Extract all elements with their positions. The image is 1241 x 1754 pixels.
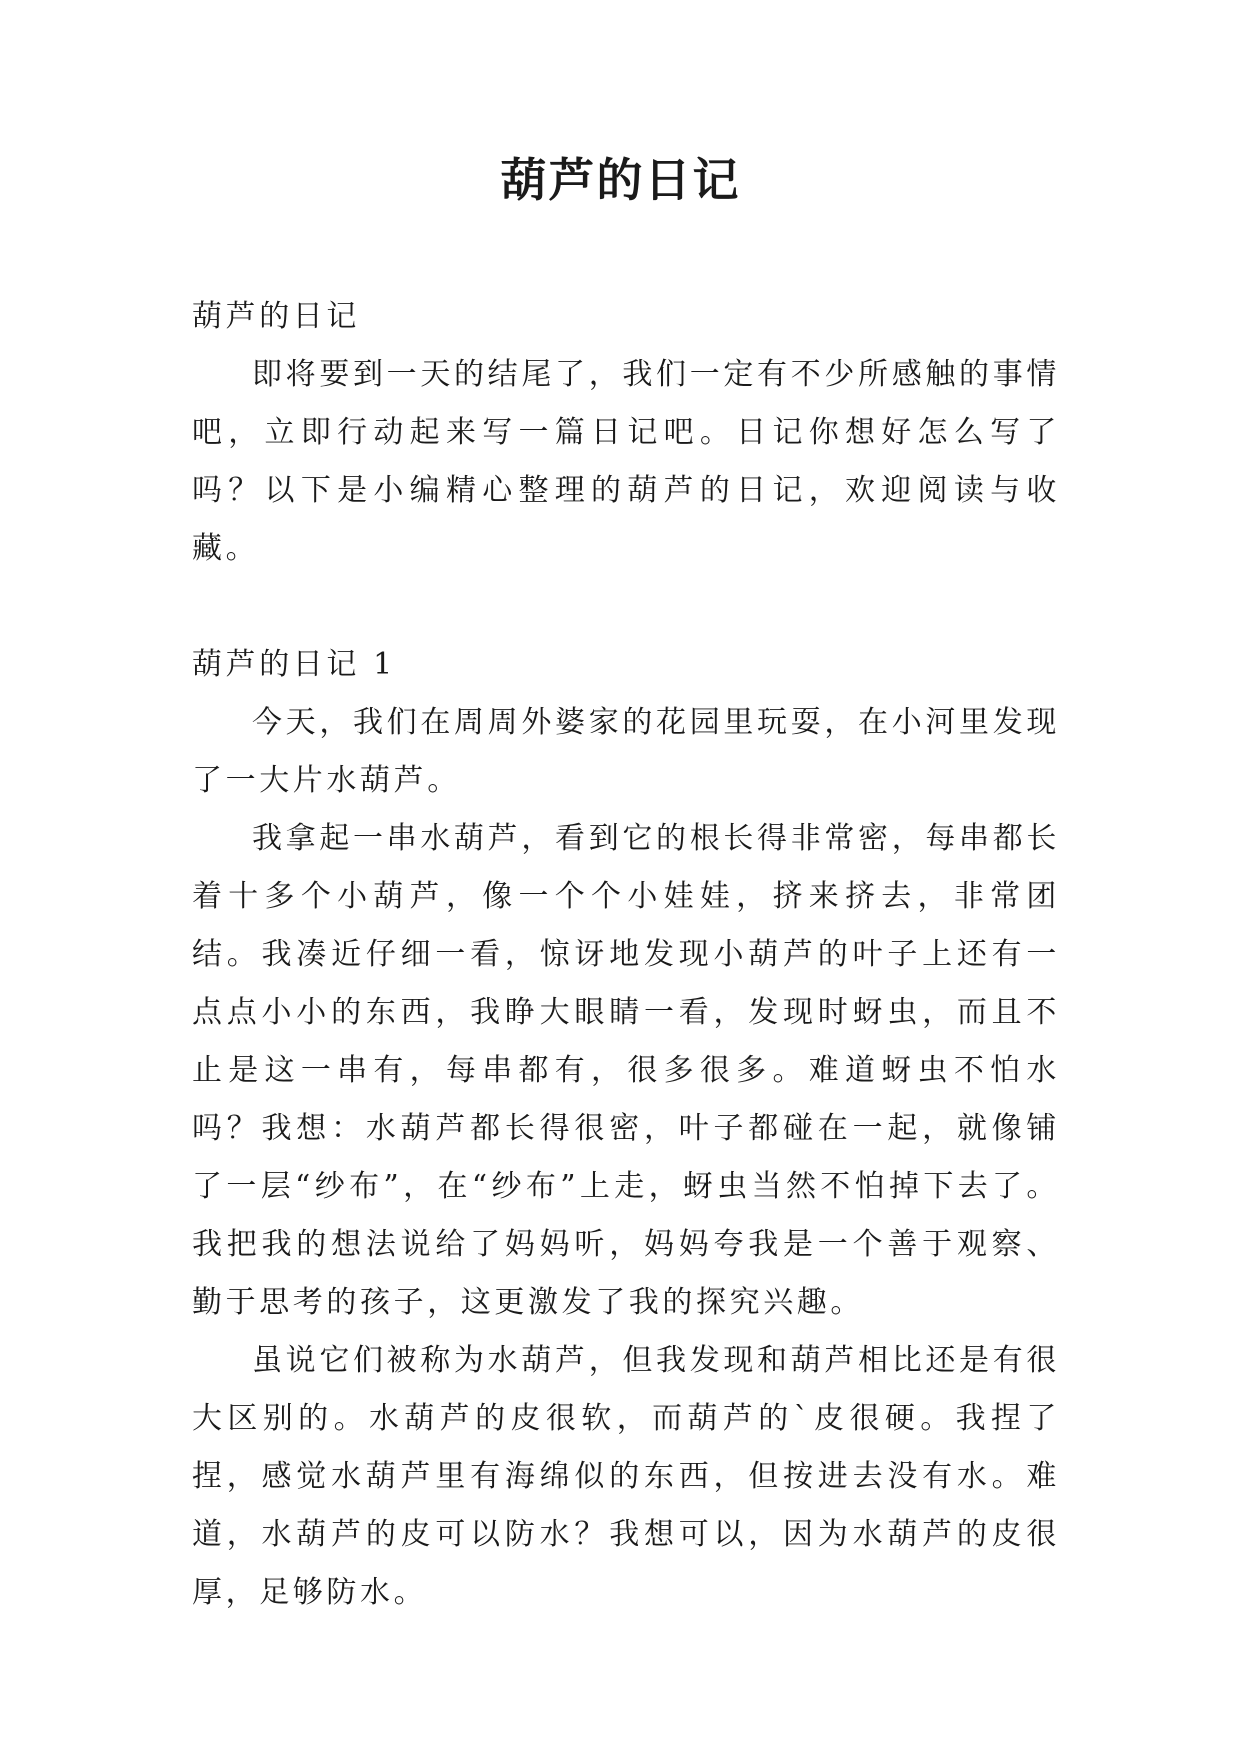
body-paragraph: 虽说它们被称为水葫芦，但我发现和葫芦相比还是有很大区别的。水葫芦的皮很软，而葫芦的`皮很硬。我捏了捏，感觉水葫芦里有海绵似的东西，但按进去没有水。难道，水葫芦的皮可以防水？我想可以，因为水葫芦的皮很厚，足够防水。	[192, 1343, 1060, 1610]
section-heading: 葫芦的日记 1	[192, 647, 396, 682]
section-spacer	[192, 578, 1060, 636]
document-body	[192, 288, 1060, 1622]
intro-paragraph: 即将要到一天的结尾了，我们一定有不少所感触的事情吧，立即行动起来写一篇日记吧。日记你想好怎么写了吗？以下是小编精心整理的葫芦的日记，欢迎阅读与收藏。	[192, 357, 1060, 566]
body-paragraph: 我拿起一串水葫芦，看到它的根长得非常密，每串都长着十多个小葫芦，像一个个小娃娃，挤来挤去，非常团结。我凑近仔细一看，惊讶地发现小葫芦的叶子上还有一点点小小的东西，我睁大眼睛一看，发现时蚜虫，而且不止是这一串有，每串都有，很多很多。难道蚜虫不怕水吗？我想：水葫芦都长得很密，叶子都碰在一起，就像铺了一层“纱布”，在“纱布”上走，蚜虫当然不怕掉下去了。我把我的想法说给了妈妈听，妈妈夸我是一个善于观察、勤于思考的孩子，这更激发了我的探究兴趣。	[192, 821, 1060, 1320]
body-paragraph: 今天，我们在周周外婆家的花园里玩耍，在小河里发现了一大片水葫芦。	[192, 705, 1060, 798]
intro-heading: 葫芦的日记	[192, 299, 360, 334]
document-title: 葫芦的日记	[500, 153, 741, 207]
